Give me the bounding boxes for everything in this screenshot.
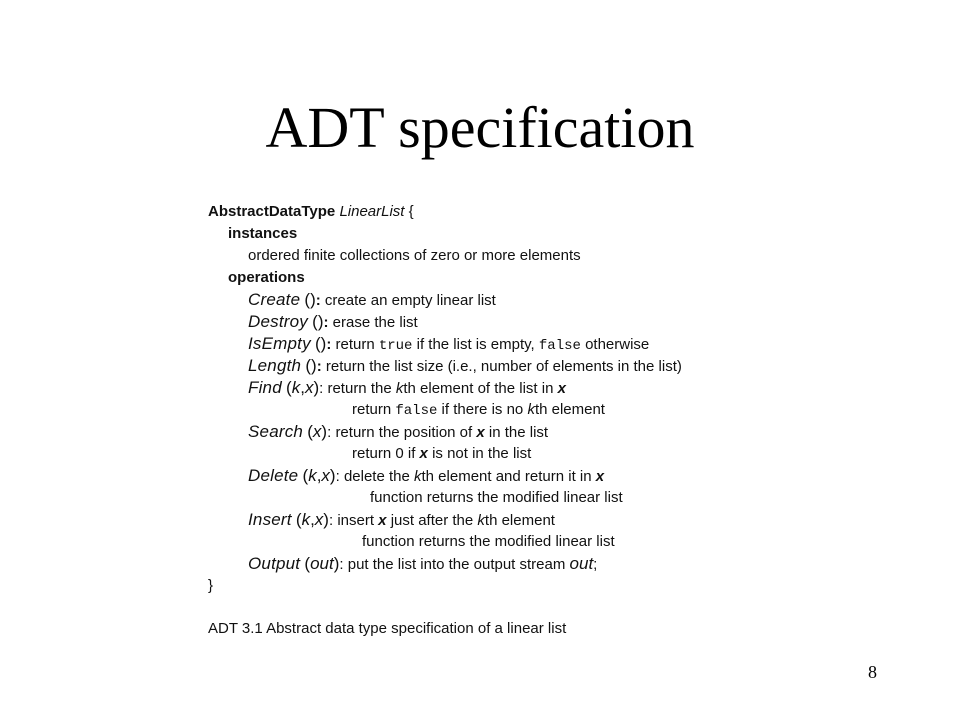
operation-params: (k,x) (302, 466, 336, 485)
var-k: k (395, 380, 404, 397)
instances-label: instances (228, 225, 298, 242)
operation-description: put the list into the output stream (347, 556, 566, 573)
operation-separator: : (319, 380, 324, 397)
operation-separator: : (326, 336, 332, 353)
closing-brace-line (208, 575, 213, 597)
page-number: 8 (868, 662, 877, 682)
operation-description: insert (337, 512, 374, 529)
abstract-data-type-keyword: AbstractDataType (208, 203, 336, 220)
operation-description: create an empty linear list (324, 292, 496, 309)
operation-find-line2 (208, 399, 605, 421)
operation-description: delete the (343, 468, 410, 485)
operation-output (208, 553, 597, 575)
var-k: k (414, 468, 422, 485)
operation-description: return (352, 401, 392, 418)
operation-description: if the list is empty, (416, 336, 535, 353)
adt-spec-figure (208, 201, 788, 641)
operation-description: just after the (390, 512, 474, 529)
operation-name: Delete (248, 466, 299, 485)
var-x: x (378, 512, 387, 529)
open-brace: { (408, 203, 414, 220)
operation-params: () (314, 334, 327, 353)
operation-description: th element (534, 401, 605, 418)
code-false: false (395, 403, 438, 419)
var-out: out (569, 554, 594, 573)
operation-name: Length (248, 356, 302, 375)
operation-destroy (208, 311, 418, 333)
code-true: true (378, 338, 413, 354)
operation-insert (208, 509, 555, 531)
operation-length (208, 355, 682, 377)
operation-name: Find (248, 378, 282, 397)
instances-description: ordered finite collections of zero or more elements (248, 247, 581, 264)
adt-name: LinearList (339, 203, 405, 220)
operation-description: function returns the modified linear list (362, 533, 615, 550)
operation-description: return (335, 336, 375, 353)
slide-title: ADT specification (265, 95, 695, 160)
operation-separator: : (328, 512, 334, 529)
operation-description: return 0 if (352, 445, 416, 462)
figure-caption: ADT 3.1 Abstract data type specification of a linear list (208, 620, 567, 637)
operation-name: IsEmpty (248, 334, 311, 353)
operation-name: Output (248, 554, 301, 573)
operation-params: (out) (304, 554, 340, 573)
var-x: x (476, 424, 485, 441)
operation-description: erase the list (332, 314, 418, 331)
operation-description: return the position of (335, 424, 473, 441)
operation-separator: : (323, 314, 329, 331)
operation-name: Destroy (248, 312, 308, 331)
operation-isempty (208, 333, 649, 355)
operation-params: (x) (307, 422, 328, 441)
operations-label: operations (228, 269, 305, 286)
operation-separator: : (316, 358, 322, 375)
operation-delete (208, 465, 604, 487)
operation-params: (k,x) (295, 510, 329, 529)
operation-params: (k,x) (286, 378, 320, 397)
operation-params: () (304, 290, 316, 309)
operation-insert-line2 (208, 531, 615, 553)
operation-description: is not in the list (432, 445, 532, 462)
operation-delete-line2 (208, 487, 623, 509)
var-k: k (527, 401, 535, 418)
var-x: x (419, 445, 428, 462)
operation-separator: : (327, 424, 332, 441)
operation-separator: : (339, 556, 344, 573)
operation-description: otherwise (585, 336, 650, 353)
operation-description: th element and return it in (421, 468, 592, 485)
operation-name: Search (248, 422, 304, 441)
operation-search (208, 421, 548, 443)
operation-description: return the (327, 380, 392, 397)
var-x: x (595, 468, 605, 485)
operation-description: in the list (488, 424, 549, 441)
operation-find (208, 377, 566, 399)
spec-header-line (208, 201, 414, 223)
operation-separator: : (335, 468, 340, 485)
operation-name: Create (248, 290, 301, 309)
operations-label-line (208, 267, 305, 289)
operation-description: th element (484, 512, 555, 529)
close-brace: } (208, 577, 214, 594)
operation-search-line2 (208, 443, 531, 465)
var-k: k (477, 512, 485, 529)
operation-description: return the list size (i.e., number of elements in the list) (325, 358, 682, 375)
operation-params: () (312, 312, 324, 331)
operation-separator: : (315, 292, 321, 309)
operation-description: function returns the modified linear list (370, 489, 623, 506)
operation-name: Insert (248, 510, 292, 529)
instances-label-line (208, 223, 297, 245)
var-x: x (557, 380, 566, 397)
operation-params: () (305, 356, 317, 375)
operation-description: ; (593, 556, 598, 573)
code-false: false (538, 338, 581, 354)
operation-create (208, 289, 496, 311)
instances-description-line (208, 245, 581, 267)
operation-description: th element of the list in (403, 380, 554, 397)
operation-description: if there is no (441, 401, 524, 418)
